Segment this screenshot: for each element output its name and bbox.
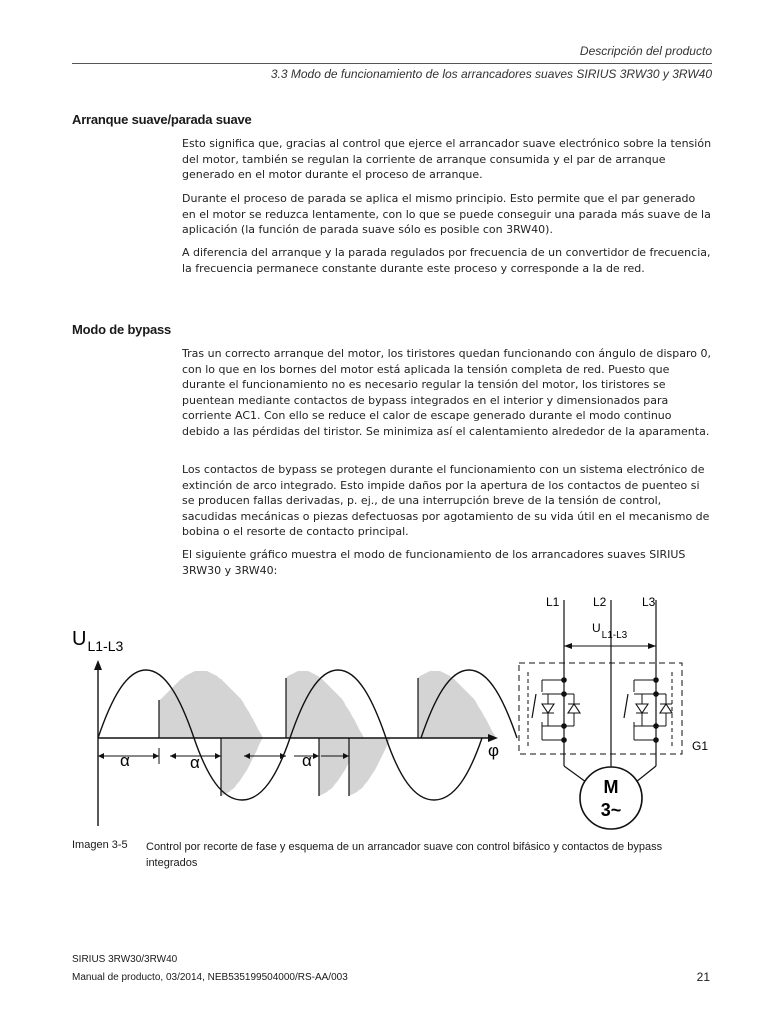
y-axis-arrow [94,660,102,670]
alpha-label: α [302,751,312,770]
junction-dot [653,723,659,729]
paragraph: El siguiente gráfico muestra el modo de funcionamiento de los arrancadores suaves SIRIUS 3RW30 y 3RW40: [182,548,686,577]
junction-dot [653,737,659,743]
header-rule [72,63,712,64]
shaded-region [349,738,391,796]
y-axis-label: $U_{L1-L3}$ [72,628,124,654]
junction-dot [561,677,567,683]
paragraph: A diferencia del arranque y la parada regulados por frecuencia de un convertidor de frecuencia, la frecuencia permanece constante durante este proceso y corresponde a la de red. [182,246,711,275]
shaded-region [286,671,364,738]
motor-lead [636,766,656,782]
thyristor-symbol [542,704,554,713]
footer-manual: Manual de producto, 03/2014, NEB535199504000/RS-AA/003 [72,972,348,983]
motor-label: M [603,777,619,797]
arrow-head [648,643,656,649]
motor-phase-label: 3~ [600,800,622,820]
paragraph: Durante el proceso de parada se aplica el mismo principio. Esto permite que el par generado en el motor se reduzca lentamente, con lo que se puede conseguir una parada más suave de la aplicación (la función de parada suave sólo es posible con 3RW40). [182,192,711,236]
footer-product: SIRIUS 3RW30/3RW40 [72,954,178,965]
shaded-region [221,738,263,796]
arrow-head [564,643,572,649]
alpha-label: α [120,751,130,770]
arrow-head [215,753,221,759]
paragraph: Los contactos de bypass se protegen durante el funcionamiento con un sistema electrónico de extinción de arco integrado. Esto impide daños por la apertura de los contactos de puenteo si se producen fallas derivadas, p. ej., de una interrupción breve de la tensión de control, sacudidas mecánicas o piezas defectuosas por agotamiento de su vida útil en el mecanismo de bobina o el resorte de contacto principal. [182,463,710,538]
arrow-head [313,753,319,759]
arrow-head [170,753,176,759]
thyristor-symbol [660,704,672,713]
phase-label-l1: L1 [546,595,560,609]
junction-dot [561,723,567,729]
circuit-diagram [519,595,708,829]
paragraph: Esto significa que, gracias al control que ejerce el arrancador suave electrónico sobre la tensión del motor, también se regulan la corriente de arranque consumida y el par de arranque generado en el motor durante el proceso de arranque. [182,137,712,181]
x-axis-label: φ [488,741,500,760]
figure-caption-text: Control por recorte de fase y esquema de un arrancador suave con control bifásico y contactos de bypass integrados [146,841,663,869]
page-number: 21 [696,970,710,984]
section-title-soft-start: Arranque suave/parada suave [72,112,252,127]
shaded-region [159,671,263,738]
thyristor-symbol [568,704,580,713]
shaded-region [418,671,496,738]
figure-caption-label: Imagen 3-5 [72,839,128,851]
phase-label-l3: L3 [642,595,656,609]
bypass-switch [624,694,628,718]
device-label-g1: G1 [692,739,709,753]
alpha-label: α [190,753,200,772]
thyristor-symbol [636,704,648,713]
paragraph: Tras un correcto arranque del motor, los tiristores quedan funcionando con ángulo de disparo 0, con lo que en los bornes del motor está aplicada la tensión completa de red. Puesto que durante el funcionamiento no es necesario regular la tensión del motor, los tiristores se puentean mediante contactos de bypass integrados en el interior y dimensionados para corriente AC1. Con ello se reduce el calor de escape generado durante el modo continuo debido a las pérdidas del tiristor. Se minimiza así el calentamiento alrededor de la aparamenta. [182,347,712,438]
motor-lead [564,766,586,782]
header-section: Descripción del producto [579,44,712,58]
thyristor-bypass-l3 [624,672,672,746]
arrow-head [153,753,159,759]
bypass-switch [532,694,536,718]
thyristor-bypass-l1 [528,672,580,746]
phase-label-l2: L2 [593,595,607,609]
header-subsection: 3.3 Modo de funcionamiento de los arrancadores suaves SIRIUS 3RW30 y 3RW40 [270,67,712,81]
junction-dot [561,737,567,743]
junction-dot [653,677,659,683]
junction-dot [653,691,659,697]
voltage-label: $U_{L1-L3}$ [592,621,628,641]
junction-dot [561,691,567,697]
section-title-bypass: Modo de bypass [72,322,172,337]
arrow-head [98,753,104,759]
phase-control-figure [66,590,716,830]
waveform-diagram [72,628,517,826]
